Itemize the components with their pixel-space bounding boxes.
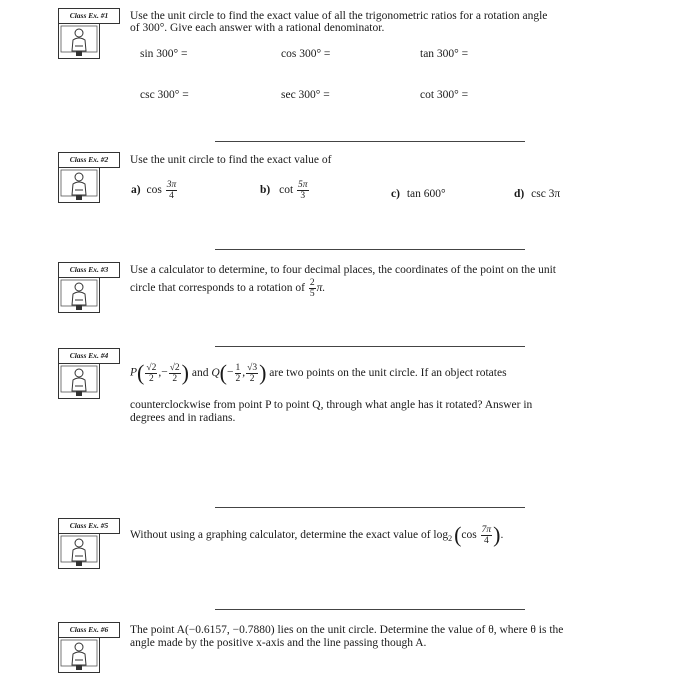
frac-den: 2 <box>235 373 241 384</box>
frac-den: 4 <box>169 191 174 201</box>
ex2-a-label: a) <box>131 184 141 197</box>
ex5-line <box>130 524 503 546</box>
paren: ) <box>493 522 501 547</box>
ex6-line2: angle made by the positive x-axis and the line passing though A. <box>130 637 427 649</box>
ex3-frac <box>309 278 316 299</box>
frac-num: √2 <box>169 362 180 373</box>
ex2-c-label: c) <box>391 188 400 200</box>
ex5-log-base: 2 <box>448 533 453 543</box>
ex2-a-frac <box>166 180 178 201</box>
p-y-frac <box>169 363 181 384</box>
frac-num: 2 <box>309 278 315 288</box>
ex3-line1: Use a calculator to determine, to four decimal places, the coordinates of the point on the unit <box>130 264 556 276</box>
frac-num: 7π <box>481 524 492 535</box>
divider-1 <box>215 141 525 142</box>
ex1-sec: sec 300° = <box>281 89 330 101</box>
ex1-prompt-line1: Use the unit circle to find the exact value of all the trigonometric ratios for a rotation angle <box>130 10 548 22</box>
ex5-frac <box>481 525 493 546</box>
ex1-sin: sin 300° = <box>140 48 188 60</box>
ex1-tan: tan 300° = <box>420 48 469 60</box>
frac-den: 2 <box>249 373 255 384</box>
ex2-part-c <box>391 188 446 200</box>
ex2-part-d <box>514 188 560 200</box>
ex2-d-expr: csc 3π <box>531 188 561 200</box>
ex4-line1: P( $\frac{√2}{2}$ ,− $\frac{√2}{2}$ ) and Q(− $\frac{1}{2}$ , $\frac{√3}{2}$ ) are two points on the unit circle. If an object rotates <box>130 360 507 385</box>
point-p-label: P <box>130 366 138 379</box>
ex4-line2: counterclockwise from point P to point Q, through what angle has it rotated? Answer in <box>130 399 533 411</box>
frac-num: √2 <box>146 362 157 373</box>
frac-num: √3 <box>247 362 258 373</box>
paren: ) <box>259 360 267 385</box>
frac-num: 1 <box>235 362 241 373</box>
ex2-d-label: d) <box>514 188 525 200</box>
badge-label: Class Ex. #3 <box>58 262 120 278</box>
frac-den: 4 <box>484 535 489 546</box>
ex5-pre: Without using a graphing calculator, determine the exact value of log <box>130 529 449 541</box>
ex1-cot: cot 300° = <box>420 89 469 101</box>
ex2-part-b <box>260 180 310 201</box>
point-q-label: Q <box>211 367 220 379</box>
ex4-line1-post: are two points on the unit circle. If an object rotates <box>269 367 507 379</box>
badge-label: Class Ex. #4 <box>58 348 120 364</box>
paren: ( <box>137 360 145 385</box>
ex1-csc: csc 300° = <box>140 89 189 101</box>
ex2-b-func: cot <box>279 184 294 197</box>
paren: ( <box>454 522 462 547</box>
ex2-c-expr: tan 600° <box>406 188 446 200</box>
teacher-icon <box>58 363 100 399</box>
ex2-b-label: b) <box>260 184 271 197</box>
frac-den: 5 <box>309 289 315 299</box>
paren: ) <box>181 360 189 385</box>
divider-5 <box>215 609 525 610</box>
ex2-prompt: Use the unit circle to find the exact value of <box>130 154 332 166</box>
paren: ( <box>219 360 227 385</box>
ex3-line2-pre: circle that corresponds to a rotation of <box>130 282 305 295</box>
q-y-frac <box>246 363 258 384</box>
teacher-icon <box>58 167 100 203</box>
teacher-icon <box>58 277 100 313</box>
ex2-part-a <box>131 180 178 201</box>
frac-den: 2 <box>172 373 178 384</box>
ex1-prompt-line2: of 300°. Give each answer with a rational denominator. <box>130 22 385 34</box>
ex1-cos: cos 300° = <box>281 48 331 60</box>
badge-label: Class Ex. #5 <box>58 518 120 534</box>
ex6-line1: The point A(−0.6157, −0.7880) lies on the unit circle. Determine the value of θ, where θ is the <box>130 624 564 636</box>
teacher-icon <box>58 23 100 59</box>
ex4-line3: degrees and in radians. <box>130 412 236 424</box>
teacher-icon <box>58 533 100 569</box>
ex2-b-frac <box>297 180 309 201</box>
ex2-a-func: cos <box>146 184 162 197</box>
ex4-and: and <box>191 367 209 379</box>
ex5-post: . <box>500 529 504 541</box>
divider-3 <box>215 346 525 347</box>
p-x-frac <box>145 363 157 384</box>
badge-label: Class Ex. #1 <box>58 8 120 24</box>
badge-label: Class Ex. #6 <box>58 622 120 638</box>
frac-den: 2 <box>148 373 154 384</box>
frac-den: 3 <box>300 191 306 201</box>
teacher-icon <box>58 637 100 673</box>
divider-4 <box>215 507 525 508</box>
ex3-line2 <box>130 278 325 299</box>
q-x-frac <box>235 363 242 384</box>
badge-label: Class Ex. #2 <box>58 152 120 168</box>
ex5-func: cos <box>461 529 477 541</box>
frac-num: 5π <box>298 180 308 190</box>
frac-num: 3π <box>166 180 177 190</box>
ex3-line2-post: π. <box>316 282 326 295</box>
divider-2 <box>215 249 525 250</box>
